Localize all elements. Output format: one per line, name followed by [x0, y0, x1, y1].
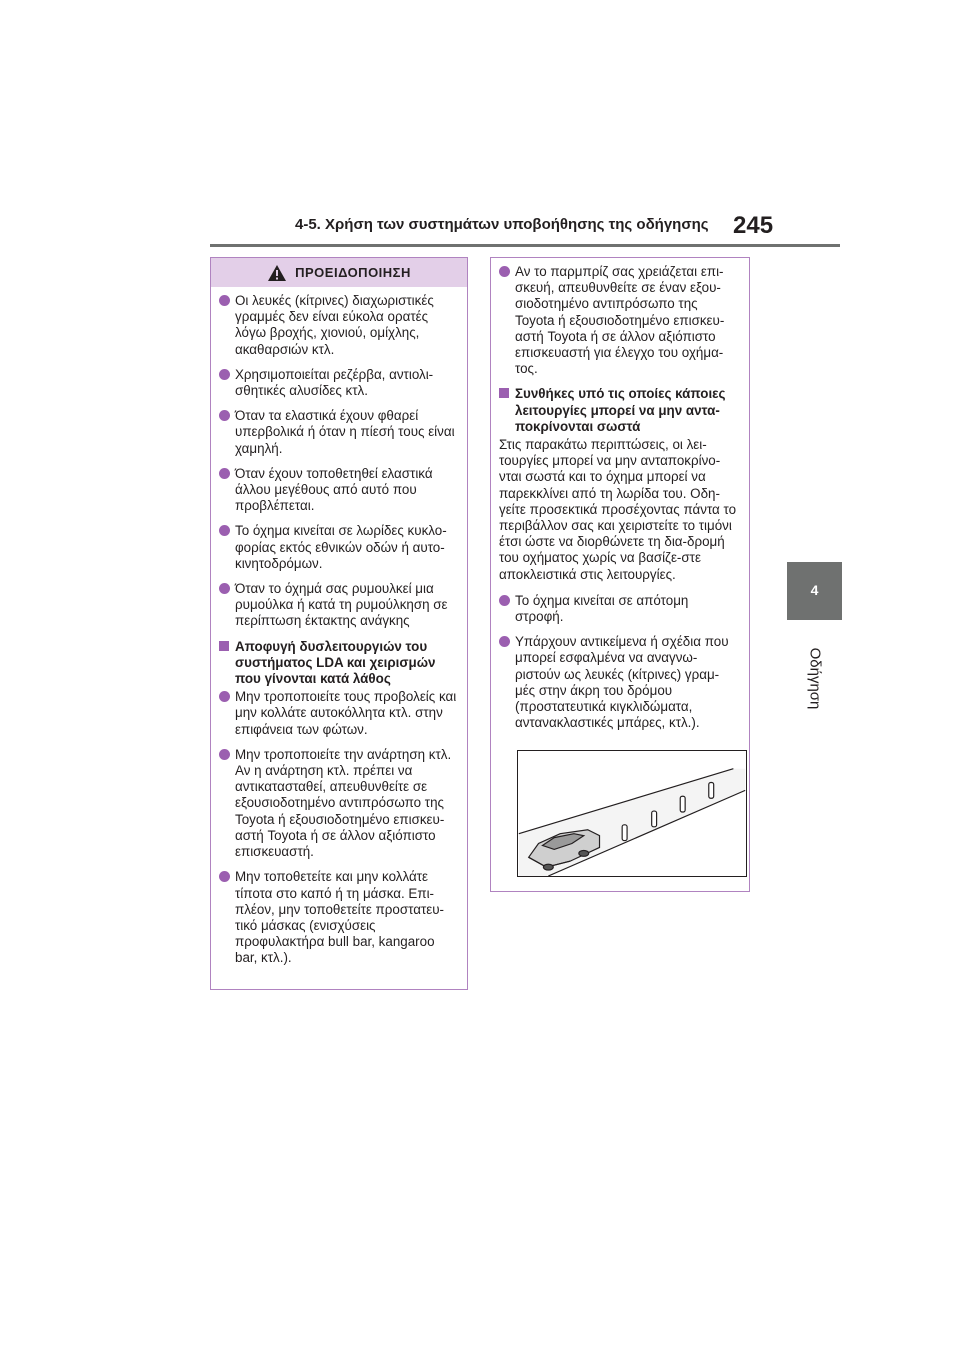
- list-item: Αν το παρμπρίζ σας χρειάζεται επι-σκευή, απευθυνθείτε σε έναν εξου-σιοδοτημένο αντιπρόσωπο της Toyota ή εξουσιοδοτημένο επισκευ-αστή Toyota ή σε άλλον αξιόπιστο επισκευαστή για έλεγχο του οχήμα-τος.: [499, 264, 739, 377]
- bullet-dot-icon: [219, 691, 230, 702]
- list-item: Το όχημα κινείται σε λωρίδες κυκλο-φορίας εκτός εθνικών οδών ή αυτο-κινητοδρόμων.: [219, 523, 457, 572]
- list-item: Μην τροποποιείτε τους προβολείς και μην κολλάτε αυτοκόλλητα κτλ. στην επιφάνεια των φώτων.: [219, 689, 457, 738]
- list-item: Οι λευκές (κίτρινες) διαχωριστικές γραμμές δεν είναι εύκολα ορατές λόγω βροχής, χιονιού, ομίχλης, ακαθαρσιών κτλ.: [219, 293, 457, 358]
- list-item: Το όχημα κινείται σε απότομη στροφή.: [499, 593, 739, 625]
- section-title: 4-5. Χρήση των συστημάτων υποβοήθησης της οδήγησης: [295, 216, 709, 233]
- bullet-dot-icon: [219, 468, 230, 479]
- list-item: Μην τοποθετείτε και μην κολλάτε τίποτα στο καπό ή τη μάσκα. Επι-πλέον, μην τοποθετείτε προστατευ-τικό μάσκας (ενισχύσεις προφυλακτήρα bull bar, kangaroo bar, κτλ.).: [219, 869, 457, 966]
- bullet-dot-icon: [219, 871, 230, 882]
- warning-box: [210, 257, 468, 990]
- bullet-dot-icon: [219, 583, 230, 594]
- warning-triangle-icon: [267, 264, 287, 282]
- bullet-dot-icon: [219, 749, 230, 760]
- list-item: Υπάρχουν αντικείμενα ή σχέδια που μπορεί εσφαλμένα να αναγνω-ριστούν ως λευκές (κίτρινες) γραμ-μές στην άκρη του δρόμου (προστατευτικά κιγκλιδώματα, αντανακλαστικές μπάρες, κτλ.).: [499, 634, 739, 731]
- conditions-heading: Συνθήκες υπό τις οποίες κάποιες λειτουργίες μπορεί να μην αντα-ποκρίνονται σωστά: [499, 386, 739, 435]
- bullet-dot-icon: [219, 410, 230, 421]
- warning-content: [211, 287, 467, 967]
- road-barrier-illustration: [517, 750, 747, 877]
- list-item: Όταν έχουν τοποθετηθεί ελαστικά άλλου μεγέθους από αυτό που προβλέπεται.: [219, 466, 457, 515]
- bullet-dot-icon: [499, 636, 510, 647]
- continued-warning-box: [490, 257, 750, 892]
- chapter-label: Οδήγηση: [806, 647, 824, 710]
- warning-header: [211, 258, 467, 287]
- page-number: 245: [733, 212, 774, 239]
- list-item: Μην τροποποιείτε την ανάρτηση κτλ. Αν η ανάρτηση κτλ. πρέπει να αντικατασταθεί, απευθυνθείτε σε εξουσιοδοτημένο αντιπρόσωπο της Toyota ή εξουσιοδοτημένο επισκευ-αστή Toyota ή σε άλλον αξιόπιστο επισκευαστή.: [219, 747, 457, 860]
- header-divider: [210, 244, 840, 247]
- list-item: Όταν το όχημά σας ρυμουλκεί μια ρυμούλκα ή κατά τη ρυμούλκηση σε περίπτωση έκτακτης ανάγκης: [219, 581, 457, 630]
- bullet-dot-icon: [219, 525, 230, 536]
- square-bullet-icon: [499, 388, 509, 398]
- warning-title: ΠΡΟΕΙΔΟΠΟΙΗΣΗ: [295, 265, 411, 280]
- bullet-dot-icon: [499, 595, 510, 606]
- list-item: Χρησιμοποιείται ρεζέρβα, αντιολι-σθητικές αλυσίδες κτλ.: [219, 367, 457, 399]
- right-content: [491, 258, 749, 882]
- warning-subheading: Αποφυγή δυσλειτουργιών του συστήματος LDA και χειρισμών που γίνονται κατά λάθος: [219, 639, 457, 688]
- bullet-dot-icon: [219, 369, 230, 380]
- square-bullet-icon: [219, 641, 229, 651]
- conditions-paragraph: Στις παρακάτω περιπτώσεις, οι λει-τουργίες μπορεί να μην ανταποκρίνο-νται σωστά και το όχημα μπορεί να παρεκκλίνει από τη λωρίδα του. Οδη-γείτε προσεκτικά προσέχοντας πάντα το περιβάλλον σας και χειριστείτε το τιμόνι έτσι ώστε να διορθώνετε τη δια-δρομή του οχήματος χωρίς να βασίζε-στε αποκλειστικά στις λειτουργίες.: [499, 437, 737, 582]
- chapter-number: 4: [810, 582, 819, 598]
- bullet-dot-icon: [499, 266, 510, 277]
- list-item: Όταν τα ελαστικά έχουν φθαρεί υπερβολικά ή όταν η πίεσή τους είναι χαμηλή.: [219, 408, 457, 457]
- bullet-dot-icon: [219, 295, 230, 306]
